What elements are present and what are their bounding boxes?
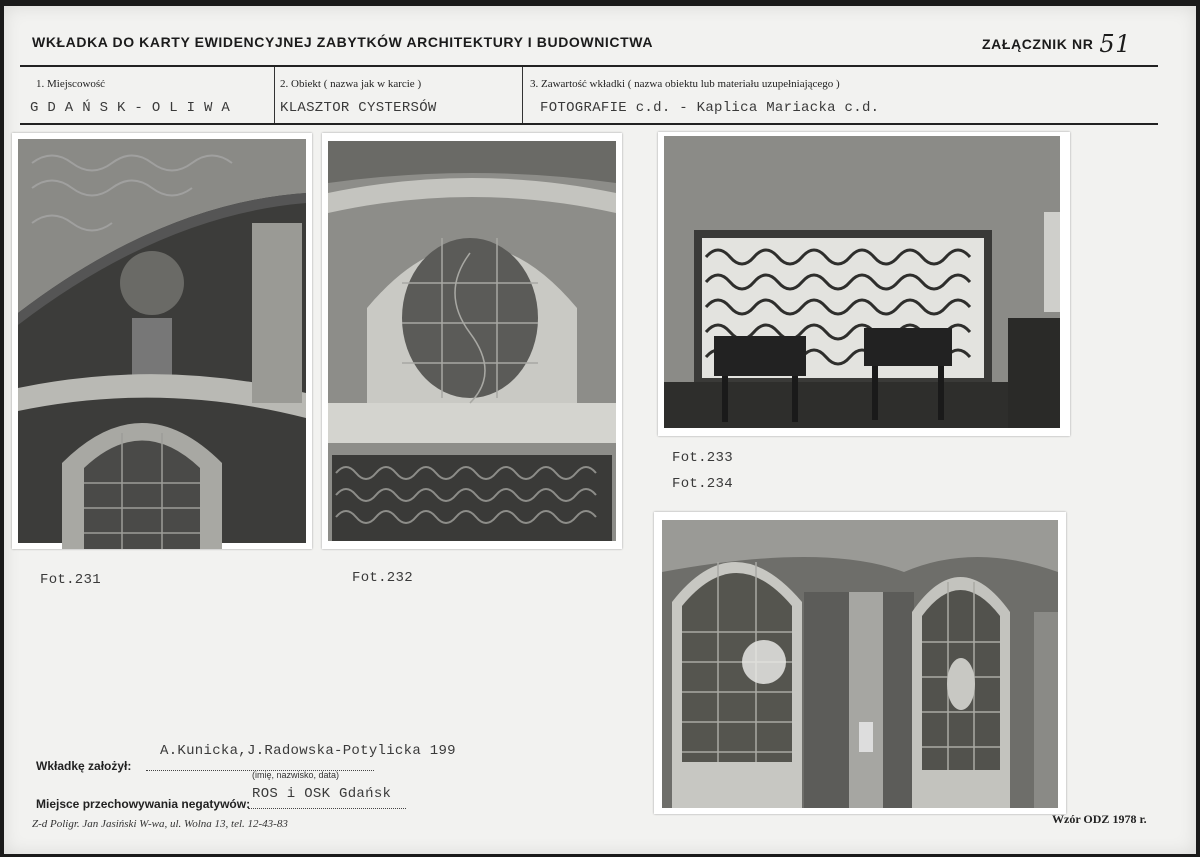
caption-fot-231: Fot.231 (40, 572, 101, 588)
printer-imprint: Z-d Poligr. Jan Jasiński W-wa, ul. Wolna 13, tel. 12-43-83 (32, 818, 288, 830)
negatives-value: ROS i OSK Gdańsk (252, 786, 392, 802)
founder-value: A.Kunicka,J.Radowska-Potylicka 199 (160, 743, 456, 759)
annex-number: 51 (1099, 30, 1132, 58)
photo-234-image (654, 512, 1066, 814)
form-title: WKŁADKA DO KARTY EWIDENCYJNEJ ZABYTKÓW ARCHITEKTURY I BUDOWNICTWA (32, 34, 654, 50)
caption-fot-234: Fot.234 (672, 476, 733, 492)
field-divider-2 (522, 67, 523, 123)
header-rule-top (20, 65, 1158, 67)
photo-232-image (322, 133, 622, 549)
locality-value: G D A Ń S K - O L I W A (30, 100, 231, 116)
object-value: KLASZTOR CYSTERSÓW (280, 100, 437, 116)
negatives-label: Miejsce przechowywania negatywów: (36, 797, 251, 811)
form-pattern: Wzór ODZ 1978 r. (1052, 812, 1147, 826)
photo-231-image (12, 133, 312, 549)
founder-label: Wkładkę założył: (36, 759, 132, 773)
annex-label (982, 30, 1131, 58)
photo-231 (12, 133, 312, 549)
negatives-dotted-line (248, 808, 406, 809)
object-label: 2. Obiekt ( nazwa jak w karcie ) (280, 78, 422, 90)
photo-233 (658, 132, 1070, 436)
locality-label: 1. Miejscowość (36, 78, 106, 90)
content-label: 3. Zawartość wkładki ( nazwa obiektu lub materiału uzupełniającego ) (530, 78, 840, 90)
caption-fot-233: Fot.233 (672, 450, 733, 466)
photo-232 (322, 133, 622, 549)
founder-hint: (imię, nazwisko, data) (252, 770, 340, 780)
header-rule-bottom (20, 123, 1158, 125)
photo-234 (654, 512, 1066, 814)
annex-label-text: ZAŁĄCZNIK NR (982, 36, 1094, 52)
field-divider-1 (274, 67, 275, 123)
photo-233-image (658, 132, 1070, 436)
content-value: FOTOGRAFIE c.d. - Kaplica Mariacka c.d. (540, 100, 880, 116)
caption-fot-232: Fot.232 (352, 570, 413, 586)
